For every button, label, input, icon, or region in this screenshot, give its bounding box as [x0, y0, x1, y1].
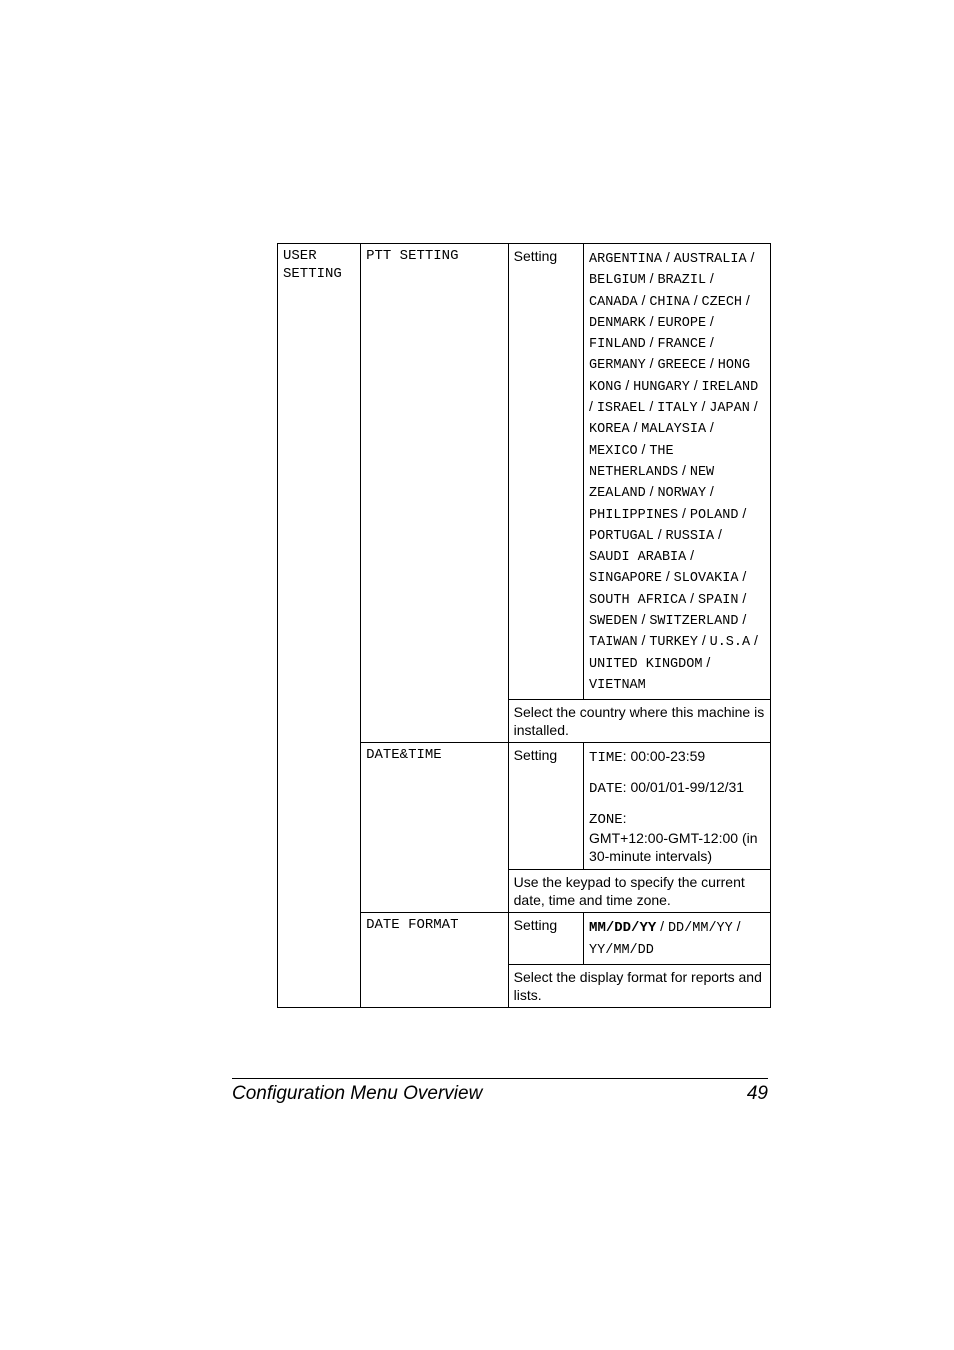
menu-item-name: DATE&TIME [361, 743, 509, 913]
option-separator: / [738, 611, 747, 628]
list-item: U.S.A [709, 635, 751, 651]
option-separator: / [686, 589, 698, 606]
option-separator: / [738, 568, 747, 585]
option-separator: / [702, 653, 711, 670]
list-item: DD/MM/YY [667, 921, 733, 937]
option-separator: / [732, 918, 741, 935]
datetime-options [584, 743, 771, 870]
option-separator: / [706, 270, 714, 287]
option-separator: / [637, 611, 650, 628]
option-separator: / [653, 525, 666, 542]
menu-item-name: DATE FORMAT [361, 913, 509, 1008]
option-separator: / [750, 632, 758, 649]
list-item: IRELAND [701, 379, 759, 395]
option-separator: / [706, 419, 714, 436]
list-item: GERMANY [589, 358, 646, 374]
list-item: NEW ZEALAND [589, 464, 715, 502]
option-separator: / [645, 355, 658, 372]
list-item: BELGIUM [589, 273, 646, 289]
option-separator: / [637, 440, 650, 457]
option-separator: / [645, 270, 658, 287]
list-item: EUROPE [657, 315, 707, 331]
menu-item-name: PTT SETTING [361, 244, 509, 743]
time-option: TIME: 00:00-23:59 [589, 748, 706, 767]
menu-section-cell [278, 244, 361, 1008]
list-item: HONG KONG [589, 358, 751, 395]
option-separator: / [689, 291, 702, 308]
option-separator: / [678, 461, 690, 478]
option-separator: / [645, 312, 658, 329]
list-item: MEXICO [589, 443, 638, 459]
description: Select the display format for reports and lists. [508, 964, 770, 1007]
option-separator: / [645, 398, 658, 415]
page-number: 49 [746, 1083, 768, 1104]
list-item: FRANCE [657, 337, 707, 353]
list-item: TAIWAN [589, 635, 638, 651]
list-item: SAUDI ARABIA [589, 550, 687, 566]
list-item: HUNGARY [633, 379, 690, 395]
list-item: POLAND [689, 507, 739, 523]
date-option: DATE: 00/01/01-99/12/31 [589, 779, 745, 798]
date-format-options [584, 913, 771, 965]
option-separator: / [697, 398, 710, 415]
list-item: AUSTRALIA [673, 252, 747, 267]
setting-label: Setting [508, 743, 583, 870]
option-separator: / [661, 568, 674, 585]
list-item: JAPAN [709, 401, 750, 417]
list-item: VIETNAM [589, 677, 646, 693]
config-menu-table [277, 243, 771, 1008]
option-separator: / [645, 334, 658, 351]
option-separator: / [689, 376, 702, 393]
option-separator: / [629, 419, 642, 436]
list-item: CHINA [649, 294, 690, 310]
option-separator: / [746, 249, 755, 265]
option-separator: / [706, 312, 714, 329]
option-separator: / [738, 589, 747, 606]
list-item: THE NETHERLANDS [589, 443, 679, 480]
option-separator: / [660, 918, 668, 935]
option-separator: / [621, 376, 634, 393]
list-item: GREECE [657, 358, 707, 374]
country-option-list [589, 249, 758, 691]
page-footer [232, 1078, 768, 1104]
list-item: SOUTH AFRICA [589, 592, 687, 608]
option-separator: / [749, 398, 758, 415]
menu-section-label: USER SETTING [283, 248, 342, 282]
list-item: SPAIN [697, 592, 739, 608]
setting-label: Setting [508, 244, 583, 700]
list-item: DENMARK [589, 315, 646, 331]
option-separator: / [589, 398, 597, 415]
list-item: CANADA [589, 294, 638, 310]
list-item: PORTUGAL [589, 528, 654, 544]
list-item: RUSSIA [665, 528, 715, 544]
option-separator: / [678, 504, 690, 521]
default-option: MM/DD/YY [589, 920, 657, 937]
option-separator: / [742, 291, 750, 308]
option-separator: / [706, 355, 718, 372]
description: Use the keypad to specify the current date, time and time zone. [508, 870, 770, 913]
zone-option: ZONE: GMT+12:00-GMT-12:00 (in 30-minute intervals) [589, 810, 758, 865]
setting-label: Setting [508, 913, 583, 965]
option-separator: / [738, 504, 747, 521]
footer-title: Configuration Menu Overview [232, 1083, 483, 1104]
table-row [278, 244, 771, 700]
option-separator: / [637, 632, 650, 649]
list-item: BRAZIL [657, 273, 707, 289]
list-item: ARGENTINA [589, 252, 662, 267]
option-separator: / [661, 249, 674, 265]
option-separator: / [714, 525, 722, 542]
list-item: YY/MM/DD [589, 942, 654, 958]
country-options [584, 244, 771, 700]
list-item: CZECH [701, 294, 743, 310]
option-separator: / [706, 483, 714, 500]
list-item: KOREA [589, 422, 630, 438]
option-separator: / [706, 334, 714, 351]
description: Select the country where this machine is installed. [508, 700, 770, 743]
list-item: TURKEY [649, 635, 698, 651]
list-item: SINGAPORE [589, 571, 662, 587]
option-separator: / [697, 632, 710, 649]
list-item: ISRAEL [596, 401, 646, 417]
option-separator: / [645, 483, 658, 500]
list-item: MALAYSIA [641, 422, 707, 438]
list-item: PHILIPPINES [589, 507, 679, 523]
option-separator: / [686, 547, 695, 564]
list-item: SWITZERLAND [649, 614, 739, 630]
list-item: SLOVAKIA [673, 571, 739, 587]
list-item: ITALY [657, 401, 698, 417]
list-item: SWEDEN [589, 614, 638, 630]
option-separator: / [637, 291, 650, 308]
list-item: FINLAND [589, 337, 646, 353]
list-item: NORWAY [657, 486, 707, 502]
list-item: UNITED KINGDOM [589, 656, 703, 672]
